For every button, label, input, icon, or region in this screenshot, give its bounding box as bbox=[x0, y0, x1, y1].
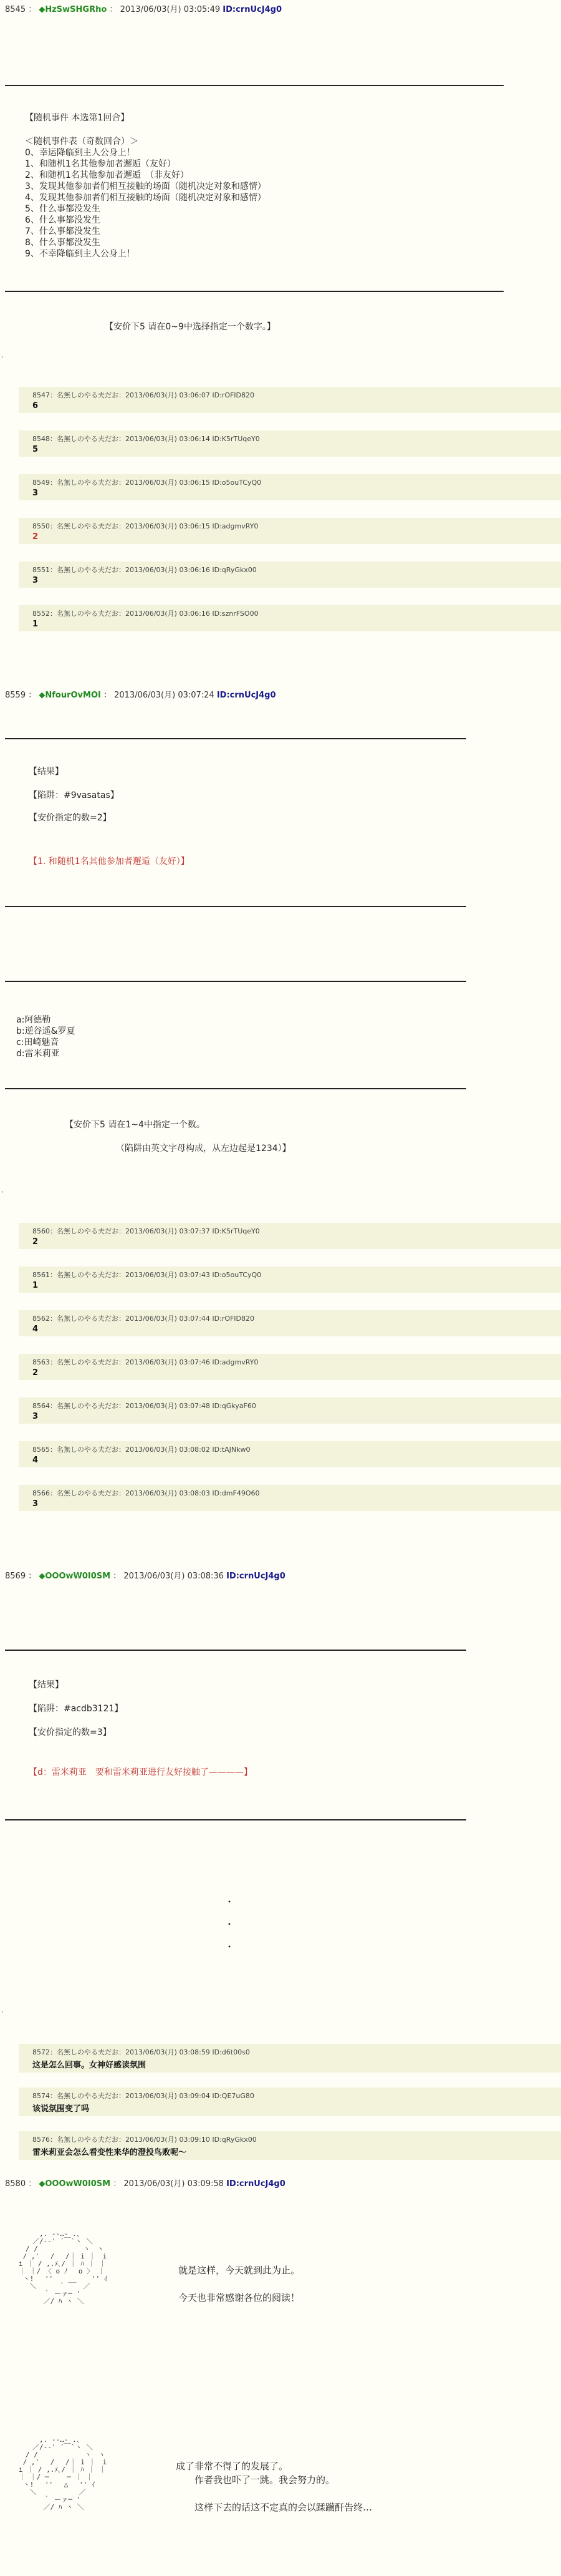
result-number: 【安价指定的数=2】 bbox=[29, 813, 112, 823]
closing-line bbox=[178, 2277, 300, 2291]
ellipsis-dot: ・ bbox=[224, 1896, 235, 1908]
event-table-line: 2、和随机1名其他参加者邂逅 （非友好） bbox=[25, 170, 189, 180]
closing-line: 今天也非常感谢各位的阅读！ bbox=[178, 2292, 300, 2303]
post-header-8569: 8569 ： ◆OOOwW0I0SM ： 2013/06/03(月) 03:08:36 ID:crnUcJ4g0 bbox=[5, 1572, 285, 1581]
post-date: 2013/06/03(月) 03:05:49 bbox=[120, 5, 221, 14]
closing-line: 作者我也吓了一跳。我会努力的。 bbox=[176, 2474, 335, 2486]
post-number: 8569 bbox=[5, 1572, 26, 1581]
poster-trip[interactable]: ◆OOOwW0I0SM bbox=[39, 1572, 111, 1581]
response-row bbox=[19, 1310, 561, 1336]
response-value: 3 bbox=[32, 1412, 39, 1421]
closing-message-2 bbox=[176, 2459, 372, 2514]
divider bbox=[5, 1650, 466, 1651]
response-row bbox=[19, 605, 561, 631]
ascii-art-character-1: ,. -‐…‐ .、 ／/-‐' ´￣`ヽ ＼ / / ヽ ヽ / ,' / /｜ i ｜ i i ｜ / ,.ﾒ､/ ｜ ﾊ ｜ ｜ ｜ ｜/ 〈 o ﾉ o 〉 ｜ ヽ! '' __ '' ｲ ＼ ｀ ／ ｀ ーァ─ ' ／/ ﾊ ヽ ＼ bbox=[18, 2230, 108, 2305]
poster-trip[interactable]: ◆OOOwW0I0SM bbox=[39, 2179, 111, 2189]
post-date: 2013/06/03(月) 03:07:24 bbox=[114, 691, 214, 700]
divider bbox=[5, 291, 504, 292]
event-table-line: 6、什么事都没发生 bbox=[25, 215, 100, 225]
post-number: 8559 bbox=[5, 691, 26, 700]
response-header: 8550：名無しのやる夫だお：2013/06/03(月) 03:06:15 ID:adgmvRY0 bbox=[32, 522, 259, 530]
response-row bbox=[19, 1354, 561, 1380]
event-table-line: 3、发现其他参加者们相互接触的场面（随机决定对象和感情） bbox=[25, 182, 266, 192]
response-header: 8548：名無しのやる夫だお：2013/06/03(月) 03:06:14 ID:K5rTUqeY0 bbox=[32, 435, 260, 443]
response-header: 8561：名無しのやる夫だお：2013/06/03(月) 03:07:43 ID:o5ouTCyQ0 bbox=[32, 1271, 262, 1279]
response-header: 8547：名無しのやる夫だお：2013/06/03(月) 03:06:07 ID:rOFID820 bbox=[32, 391, 255, 399]
response-value: 6 bbox=[32, 401, 39, 411]
choice-item: c:田崎魅音 bbox=[16, 1038, 59, 1047]
response-value: 3 bbox=[32, 1499, 39, 1509]
event-table-title: 【随机事件 本选第1回合】 bbox=[25, 113, 130, 123]
post-header-8559: 8559 ： ◆NfourOvMOI ： 2013/06/03(月) 03:07:24 ID:crnUcJ4g0 bbox=[5, 691, 276, 700]
event-table-line: 1、和随机1名其他参加者邂逅（友好） bbox=[25, 159, 176, 169]
divider bbox=[5, 981, 466, 982]
result-label: 【结果】 bbox=[29, 1680, 64, 1690]
response-row bbox=[19, 2131, 561, 2160]
response-header: 8560：名無しのやる夫だお：2013/06/03(月) 03:07:37 ID:K5rTUqeY0 bbox=[32, 1227, 260, 1235]
response-value: 雷米莉亚会怎么看变性来华的澄投鸟败呢～ bbox=[32, 2148, 187, 2157]
anka-prompt-2a: 【安价下5 请在1~4中指定一个数。 bbox=[65, 1120, 205, 1130]
post-number: 8580 bbox=[5, 2179, 26, 2189]
poster-id[interactable]: ID:crnUcJ4g0 bbox=[226, 1572, 285, 1581]
post-header-8580: 8580 ： ◆OOOwW0I0SM ： 2013/06/03(月) 03:09:58 ID:crnUcJ4g0 bbox=[5, 2179, 285, 2189]
divider bbox=[5, 85, 504, 86]
response-header: 8551：名無しのやる夫だお：2013/06/03(月) 03:06:16 ID:qRyGkx00 bbox=[32, 566, 257, 574]
event-table-line: ＜随机事件表（奇数回合）＞ bbox=[25, 137, 138, 147]
closing-line: 就是这样，今天就到此为止。 bbox=[178, 2265, 300, 2276]
response-value: 3 bbox=[32, 576, 39, 585]
choice-list bbox=[16, 1014, 75, 1059]
response-value: 这是怎么回事。女神好感读氛围 bbox=[32, 2061, 146, 2070]
result-outcome: 【1. 和随机1名其他参加者邂逅（友好）】 bbox=[29, 857, 189, 867]
poster-id[interactable]: ID:crnUcJ4g0 bbox=[223, 5, 282, 14]
response-value: 该说氛围变了吗 bbox=[32, 2104, 90, 2114]
result-number: 【安价指定的数=3】 bbox=[29, 1728, 112, 1738]
response-header: 8574：名無しのやる夫だお：2013/06/03(月) 03:09:04 ID:QE7uG80 bbox=[32, 2092, 254, 2100]
result-label: 【结果】 bbox=[29, 767, 64, 777]
response-header: 8552：名無しのやる夫だお：2013/06/03(月) 03:06:16 ID:sznrFSO00 bbox=[32, 610, 259, 618]
result-seed: 【陷阱：#9vasatas】 bbox=[29, 790, 119, 800]
poster-id[interactable]: ID:crnUcJ4g0 bbox=[216, 691, 276, 700]
response-header: 8562：名無しのやる夫だお：2013/06/03(月) 03:07:44 ID:rOFID820 bbox=[32, 1315, 255, 1323]
response-row bbox=[19, 1223, 561, 1249]
response-row bbox=[19, 474, 561, 500]
response-header: 8572：名無しのやる夫だお：2013/06/03(月) 03:08:59 ID:d6t00s0 bbox=[32, 2048, 250, 2056]
choice-item: d:雷米莉亚 bbox=[16, 1049, 60, 1059]
response-value: 2 bbox=[32, 1368, 39, 1378]
event-table-line: 5、什么事都没发生 bbox=[25, 204, 100, 214]
divider bbox=[5, 738, 466, 739]
closing-message-1 bbox=[178, 2263, 300, 2305]
poster-id[interactable]: ID:crnUcJ4g0 bbox=[226, 2179, 285, 2189]
response-row bbox=[19, 387, 561, 413]
post-number: 8545 bbox=[5, 5, 26, 14]
response-header: 8549：名無しのやる夫だお：2013/06/03(月) 03:06:15 ID:o5ouTCyQ0 bbox=[32, 479, 262, 487]
response-row bbox=[19, 430, 561, 457]
response-row bbox=[19, 1266, 561, 1293]
event-table-line: 9、不幸降临到主人公身上！ bbox=[25, 249, 135, 259]
poster-trip[interactable]: ◆NfourOvMOI bbox=[39, 691, 101, 700]
divider bbox=[5, 1819, 466, 1820]
response-header: 8564：名無しのやる夫だお：2013/06/03(月) 03:07:48 ID:qGkyaF60 bbox=[32, 1402, 256, 1410]
response-row bbox=[19, 1441, 561, 1467]
response-value: 4 bbox=[32, 1456, 39, 1465]
response-value: 1 bbox=[32, 620, 39, 629]
event-table-line: 4、发现其他参加者们相互接触的场面（随机决定对象和感情） bbox=[25, 193, 266, 203]
result-outcome: 【d：雷米莉亚 要和雷米莉亚进行友好接触了————】 bbox=[29, 1767, 252, 1777]
response-row bbox=[19, 2044, 561, 2073]
event-table-line: 0、幸运降临到主人公身上！ bbox=[25, 148, 135, 158]
response-value: 4 bbox=[32, 1324, 39, 1334]
response-header: 8576：名無しのやる夫だお：2013/06/03(月) 03:09:10 ID:qRyGkx00 bbox=[32, 2136, 257, 2144]
response-header: 8566：名無しのやる夫だお：2013/06/03(月) 03:08:03 ID:dmF49O60 bbox=[32, 1489, 260, 1497]
event-table-line: 8、什么事都没发生 bbox=[25, 238, 100, 248]
ellipsis-dot: ・ bbox=[224, 1918, 235, 1930]
post-date: 2013/06/03(月) 03:09:58 bbox=[123, 2179, 224, 2189]
response-row bbox=[19, 561, 561, 588]
event-table bbox=[25, 136, 266, 260]
choice-item: b:逆谷遥&罗夏 bbox=[16, 1026, 75, 1036]
response-value: 2 bbox=[32, 532, 39, 542]
closing-line: 这样下去的话这不定真的会以蹂躏酐告终… bbox=[176, 2502, 373, 2513]
poster-trip[interactable]: ◆HzSwSHGRho bbox=[39, 5, 107, 14]
closing-line bbox=[176, 2487, 372, 2501]
event-table-line: 7、什么事都没发生 bbox=[25, 226, 100, 236]
result-seed: 【陷阱：#acdb3121】 bbox=[29, 1704, 123, 1714]
response-header: 8565：名無しのやる夫だお：2013/06/03(月) 03:08:02 ID:tAJNkw0 bbox=[32, 1446, 251, 1454]
response-value: 1 bbox=[32, 1281, 39, 1290]
response-value: 5 bbox=[32, 445, 39, 454]
ellipsis-dot: ・ bbox=[224, 1941, 235, 1953]
divider bbox=[5, 906, 466, 907]
response-row bbox=[19, 1485, 561, 1511]
closing-line: 成了非常不得了的发展了。 bbox=[176, 2461, 289, 2472]
anka-prompt-1: 【安价下5 请在0~9中选择指定一个数字。】 bbox=[105, 322, 276, 332]
ascii-art-character-2: ,. -‐…‐ .、 ／/-‐' ´￣`ヽ ＼ / / ヽ ヽ / ,' / /｜ i ｜ i i ｜ / ,.ﾒ､/ ｜ ﾊ ｜ ｜ ｜ ｜/ ─ ─ ｜ ｜ ヽ! '' △ '' ｲ ＼ ／ ｀ ーァ─ ' ／/ ﾊ ヽ ＼ bbox=[18, 2436, 107, 2511]
post-date: 2013/06/03(月) 03:08:36 bbox=[123, 1572, 224, 1581]
response-value: 2 bbox=[32, 1237, 39, 1247]
response-row bbox=[19, 2088, 561, 2116]
choice-item: a:阿德勒 bbox=[16, 1015, 51, 1025]
response-row bbox=[19, 518, 561, 544]
response-row bbox=[19, 1397, 561, 1424]
anka-prompt-2b: （陷阱由英文字母构成，从左边起是1234）】 bbox=[116, 1144, 291, 1154]
post-header-8545: 8545 ： ◆HzSwSHGRho ： 2013/06/03(月) 03:05:49 ID:crnUcJ4g0 bbox=[5, 5, 282, 14]
response-header: 8563：名無しのやる夫だお：2013/06/03(月) 03:07:46 ID:adgmvRY0 bbox=[32, 1358, 259, 1366]
response-value: 3 bbox=[32, 488, 39, 498]
divider bbox=[5, 1088, 466, 1089]
